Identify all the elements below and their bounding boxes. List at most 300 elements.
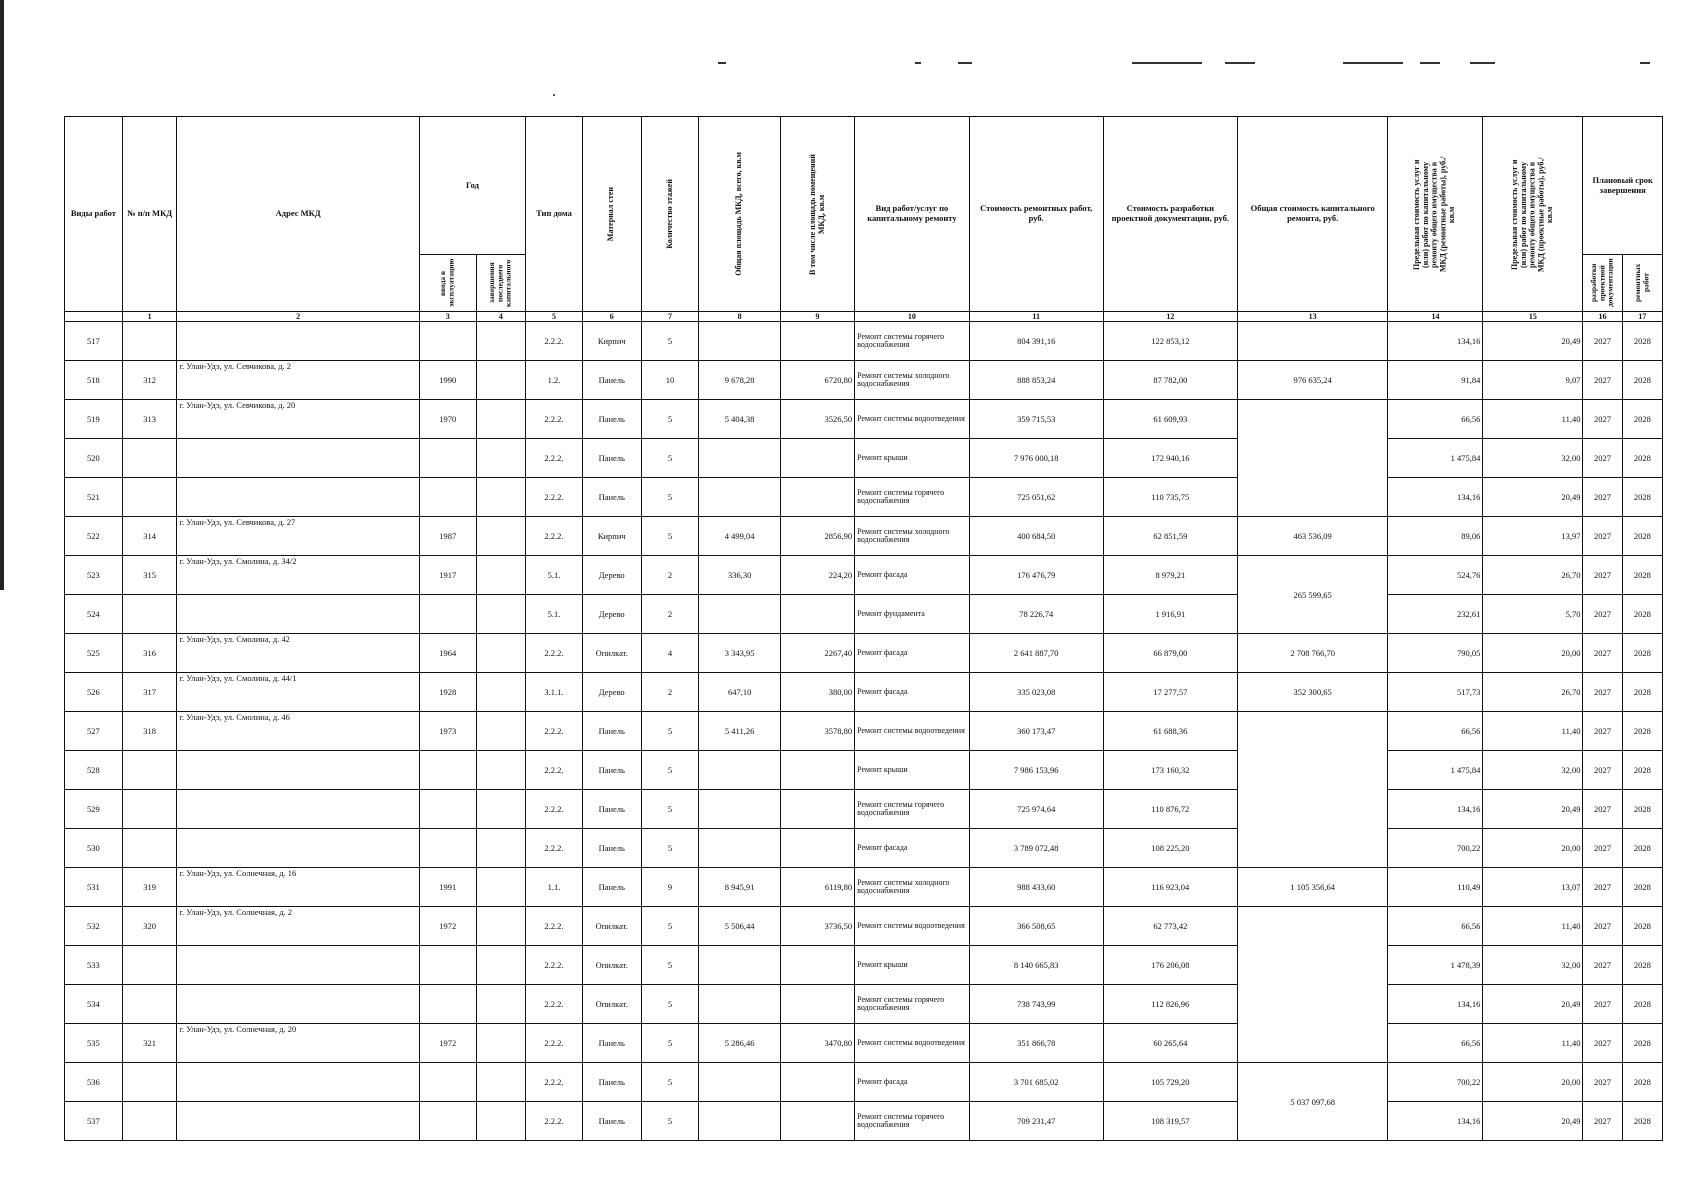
row-total-area	[699, 1102, 780, 1141]
row-design-cost: 62 773,42	[1103, 907, 1237, 946]
col-num: 10	[855, 312, 970, 322]
row-total-cost	[1237, 907, 1388, 1063]
row-house-type: 2.2.2.	[526, 907, 583, 946]
col-num: 7	[641, 312, 699, 322]
row-address: г. Улан-Удэ, ул. Смолина, д. 42	[177, 634, 419, 673]
row-house-type: 2.2.2.	[526, 790, 583, 829]
header-god-remonta: завершения последнего капитального	[476, 255, 526, 312]
header-pred-stoimost-pd: Предельная стоимость услуг и (или) работ по капитальному ремонту общего имущества в МКД (проектные работы), руб./кв.м	[1483, 117, 1583, 312]
row-floors: 10	[641, 361, 699, 400]
row-work-cost: 78 226,74	[969, 595, 1103, 634]
row-vid: 526	[65, 673, 123, 712]
row-floors: 5	[641, 1063, 699, 1102]
row-vid: 522	[65, 517, 123, 556]
row-vid: 534	[65, 985, 123, 1024]
row-limit-work: 1 475,84	[1388, 751, 1483, 790]
row-work-type: Ремонт системы горячего водоснабжения	[855, 985, 970, 1024]
row-year-repair	[476, 790, 526, 829]
table-row	[65, 1024, 1663, 1063]
row-year-design: 2027	[1583, 595, 1622, 634]
row-limit-work: 134,16	[1388, 985, 1483, 1024]
row-year-design: 2027	[1583, 868, 1622, 907]
row-wall-material: Панель	[582, 712, 641, 751]
row-address: г. Улан-Удэ, ул. Севчикова, д. 20	[177, 400, 419, 439]
row-num	[122, 790, 177, 829]
row-num: 321	[122, 1024, 177, 1063]
row-address	[177, 595, 419, 634]
row-house-type: 2.2.2.	[526, 439, 583, 478]
col-num: 6	[582, 312, 641, 322]
row-total-area	[699, 478, 780, 517]
row-year-repair	[476, 517, 526, 556]
row-address	[177, 439, 419, 478]
col-num: 11	[969, 312, 1103, 322]
row-num: 319	[122, 868, 177, 907]
header-obshaya-stoimost: Общая стоимость капитального ремонта, руб.	[1237, 117, 1388, 312]
column-number-row	[65, 312, 1663, 322]
row-year: 1970	[419, 400, 476, 439]
row-year-design: 2027	[1583, 790, 1622, 829]
row-wall-material: Опилкат.	[582, 907, 641, 946]
row-year: 1972	[419, 1024, 476, 1063]
row-work-cost: 8 140 665,83	[969, 946, 1103, 985]
row-limit-work: 134,16	[1388, 322, 1483, 361]
header-ploshad-pomesheniy: В том числе площадь помещений МКД, кв.м	[780, 117, 854, 312]
row-num	[122, 595, 177, 634]
table-row	[65, 673, 1663, 712]
row-premises-area: 6119,80	[780, 868, 854, 907]
row-limit-design: 5,70	[1483, 595, 1583, 634]
row-limit-work: 66,56	[1388, 907, 1483, 946]
row-work-type: Ремонт системы водоотведения	[855, 1024, 970, 1063]
row-vid: 531	[65, 868, 123, 907]
row-year	[419, 1102, 476, 1141]
row-wall-material: Панель	[582, 1024, 641, 1063]
row-address	[177, 1063, 419, 1102]
row-wall-material: Панель	[582, 1063, 641, 1102]
row-year-design: 2027	[1583, 517, 1622, 556]
row-wall-material: Панель	[582, 361, 641, 400]
row-year-design: 2027	[1583, 946, 1622, 985]
row-year-repair	[476, 556, 526, 595]
row-house-type: 2.2.2.	[526, 829, 583, 868]
row-house-type: 2.2.2.	[526, 946, 583, 985]
row-vid: 528	[65, 751, 123, 790]
row-limit-work: 1 475,84	[1388, 439, 1483, 478]
row-wall-material: Панель	[582, 439, 641, 478]
row-year-design: 2027	[1583, 361, 1622, 400]
row-address: г. Улан-Удэ, ул. Солнечная, д. 16	[177, 868, 419, 907]
row-premises-area	[780, 1063, 854, 1102]
row-num	[122, 985, 177, 1024]
row-design-cost: 62 851,59	[1103, 517, 1237, 556]
row-limit-design: 9,07	[1483, 361, 1583, 400]
row-num	[122, 829, 177, 868]
row-total-area	[699, 790, 780, 829]
row-premises-area	[780, 478, 854, 517]
row-total-area	[699, 751, 780, 790]
header-srok: Плановый срок завершения	[1583, 117, 1663, 255]
row-premises-area: 2856,90	[780, 517, 854, 556]
row-address	[177, 829, 419, 868]
row-work-cost: 176 476,79	[969, 556, 1103, 595]
row-year	[419, 478, 476, 517]
row-work-type: Ремонт фасада	[855, 634, 970, 673]
row-design-cost: 61 688,36	[1103, 712, 1237, 751]
row-premises-area: 224,20	[780, 556, 854, 595]
row-limit-work: 134,16	[1388, 478, 1483, 517]
table-body	[65, 322, 1663, 1141]
row-year-work: 2028	[1622, 517, 1662, 556]
header-god: Год	[419, 117, 525, 255]
row-limit-design: 20,49	[1483, 985, 1583, 1024]
row-address	[177, 946, 419, 985]
row-year-work: 2028	[1622, 790, 1662, 829]
row-design-cost: 87 782,00	[1103, 361, 1237, 400]
row-work-type: Ремонт системы водоотведения	[855, 400, 970, 439]
row-year-design: 2027	[1583, 439, 1622, 478]
row-year-work: 2028	[1622, 712, 1662, 751]
row-house-type: 2.2.2.	[526, 322, 583, 361]
row-address	[177, 985, 419, 1024]
row-year-work: 2028	[1622, 946, 1662, 985]
header-srok-rabot: ремонтных работ	[1622, 255, 1662, 312]
row-year-work: 2028	[1622, 556, 1662, 595]
table-row	[65, 868, 1663, 907]
row-num	[122, 478, 177, 517]
row-total-cost: 5 037 097,68	[1237, 1063, 1388, 1141]
row-limit-work: 524,76	[1388, 556, 1483, 595]
row-year	[419, 946, 476, 985]
row-limit-design: 11,40	[1483, 1024, 1583, 1063]
row-floors: 5	[641, 712, 699, 751]
row-year: 1990	[419, 361, 476, 400]
row-num: 317	[122, 673, 177, 712]
row-address	[177, 790, 419, 829]
row-total-area	[699, 439, 780, 478]
row-work-cost: 400 684,50	[969, 517, 1103, 556]
row-premises-area	[780, 985, 854, 1024]
row-floors: 5	[641, 478, 699, 517]
row-design-cost: 108 225,20	[1103, 829, 1237, 868]
row-address: г. Улан-Удэ, ул. Солнечная, д. 20	[177, 1024, 419, 1063]
row-total-cost	[1237, 322, 1388, 361]
row-num	[122, 439, 177, 478]
table-row	[65, 790, 1663, 829]
row-year-design: 2027	[1583, 985, 1622, 1024]
row-year-repair	[476, 595, 526, 634]
row-year-work: 2028	[1622, 868, 1662, 907]
row-year	[419, 1063, 476, 1102]
row-vid: 532	[65, 907, 123, 946]
row-vid: 521	[65, 478, 123, 517]
row-address	[177, 1102, 419, 1141]
row-year-repair	[476, 829, 526, 868]
row-total-area: 8 945,91	[699, 868, 780, 907]
row-limit-design: 20,49	[1483, 1102, 1583, 1141]
row-total-area: 5 506,44	[699, 907, 780, 946]
row-num	[122, 1063, 177, 1102]
row-design-cost: 176 206,08	[1103, 946, 1237, 985]
row-year-work: 2028	[1622, 907, 1662, 946]
row-total-area	[699, 595, 780, 634]
row-total-area: 9 678,28	[699, 361, 780, 400]
row-limit-design: 20,49	[1483, 322, 1583, 361]
row-work-type: Ремонт системы холодного водоснабжения	[855, 868, 970, 907]
row-house-type: 2.2.2.	[526, 751, 583, 790]
row-year-design: 2027	[1583, 829, 1622, 868]
table-row	[65, 712, 1663, 751]
row-design-cost: 122 853,12	[1103, 322, 1237, 361]
row-limit-work: 700,22	[1388, 829, 1483, 868]
header-ploshad-obshaya: Общая площадь МКД, всего, кв.м	[699, 117, 780, 312]
row-year-design: 2027	[1583, 634, 1622, 673]
row-work-type: Ремонт крыши	[855, 439, 970, 478]
table-row	[65, 595, 1663, 634]
row-floors: 2	[641, 595, 699, 634]
row-work-type: Ремонт системы горячего водоснабжения	[855, 322, 970, 361]
row-design-cost: 173 160,32	[1103, 751, 1237, 790]
row-year: 1917	[419, 556, 476, 595]
row-year-design: 2027	[1583, 712, 1622, 751]
table-row	[65, 907, 1663, 946]
row-limit-design: 20,00	[1483, 829, 1583, 868]
row-house-type: 2.2.2.	[526, 517, 583, 556]
row-wall-material: Панель	[582, 478, 641, 517]
row-total-cost: 265 599,65	[1237, 556, 1388, 634]
row-num	[122, 322, 177, 361]
row-work-type: Ремонт системы холодного водоснабжения	[855, 361, 970, 400]
row-work-type: Ремонт крыши	[855, 946, 970, 985]
row-total-area: 336,30	[699, 556, 780, 595]
row-house-type: 3.1.1.	[526, 673, 583, 712]
row-wall-material: Кирпич	[582, 322, 641, 361]
row-premises-area	[780, 751, 854, 790]
row-year-repair	[476, 1102, 526, 1141]
row-year	[419, 322, 476, 361]
row-total-area	[699, 829, 780, 868]
row-total-cost: 976 635,24	[1237, 361, 1388, 400]
row-year: 1972	[419, 907, 476, 946]
row-year-design: 2027	[1583, 1063, 1622, 1102]
table-row	[65, 361, 1663, 400]
col-num: 2	[177, 312, 419, 322]
row-limit-design: 11,40	[1483, 712, 1583, 751]
row-num: 314	[122, 517, 177, 556]
row-limit-design: 20,49	[1483, 790, 1583, 829]
col-num: 12	[1103, 312, 1237, 322]
row-wall-material: Панель	[582, 868, 641, 907]
row-work-cost: 7 976 000,18	[969, 439, 1103, 478]
row-work-cost: 888 853,24	[969, 361, 1103, 400]
row-floors: 5	[641, 946, 699, 985]
row-year-work: 2028	[1622, 361, 1662, 400]
row-work-cost: 366 508,65	[969, 907, 1103, 946]
row-year-design: 2027	[1583, 1102, 1622, 1141]
header-srok-pd: разработки проектной документации	[1583, 255, 1622, 312]
row-house-type: 2.2.2.	[526, 1024, 583, 1063]
row-year-repair	[476, 907, 526, 946]
row-limit-work: 66,56	[1388, 712, 1483, 751]
row-work-cost: 351 866,78	[969, 1024, 1103, 1063]
row-floors: 5	[641, 439, 699, 478]
row-vid: 524	[65, 595, 123, 634]
row-address: г. Улан-Удэ, ул. Солнечная, д. 2	[177, 907, 419, 946]
row-design-cost: 66 879,00	[1103, 634, 1237, 673]
row-work-type: Ремонт фасада	[855, 556, 970, 595]
col-num: 15	[1483, 312, 1583, 322]
row-total-area	[699, 1063, 780, 1102]
row-year-repair	[476, 400, 526, 439]
row-limit-design: 20,00	[1483, 1063, 1583, 1102]
row-total-area	[699, 322, 780, 361]
row-vid: 517	[65, 322, 123, 361]
page-edge	[0, 0, 4, 590]
row-address	[177, 478, 419, 517]
row-vid: 525	[65, 634, 123, 673]
row-year-design: 2027	[1583, 400, 1622, 439]
row-floors: 5	[641, 322, 699, 361]
row-house-type: 5.1.	[526, 595, 583, 634]
row-design-cost: 60 265,64	[1103, 1024, 1237, 1063]
row-wall-material: Опилкат.	[582, 946, 641, 985]
row-year-repair	[476, 673, 526, 712]
row-design-cost: 61 609,93	[1103, 400, 1237, 439]
row-premises-area: 6720,80	[780, 361, 854, 400]
row-year	[419, 595, 476, 634]
table-row	[65, 322, 1663, 361]
row-work-cost: 738 743,99	[969, 985, 1103, 1024]
col-num: 5	[526, 312, 583, 322]
row-total-cost: 352 300,65	[1237, 673, 1388, 712]
header-god-vvoda: ввода в эксплуатацию	[419, 255, 476, 312]
header-vid-rabot-uslug: Вид работ/услуг по капитальному ремонту	[855, 117, 970, 312]
row-house-type: 2.2.2.	[526, 634, 583, 673]
scan-dot	[553, 94, 555, 96]
row-floors: 2	[641, 556, 699, 595]
row-work-type: Ремонт фасада	[855, 829, 970, 868]
row-floors: 5	[641, 751, 699, 790]
row-vid: 520	[65, 439, 123, 478]
header-pred-stoimost-rabot: Предельная стоимость услуг и (или) работ по капитальному ремонту общего имущества в МКД (ремонтные работы), руб./кв.м	[1388, 117, 1483, 312]
row-floors: 2	[641, 673, 699, 712]
col-num: 16	[1583, 312, 1622, 322]
row-floors: 5	[641, 517, 699, 556]
row-num: 318	[122, 712, 177, 751]
row-wall-material: Опилкат.	[582, 985, 641, 1024]
row-total-area: 3 343,95	[699, 634, 780, 673]
row-design-cost: 1 916,91	[1103, 595, 1237, 634]
row-limit-design: 20,49	[1483, 478, 1583, 517]
row-work-type: Ремонт системы водоотведения	[855, 712, 970, 751]
row-limit-design: 32,00	[1483, 439, 1583, 478]
table-row	[65, 634, 1663, 673]
row-premises-area	[780, 946, 854, 985]
row-limit-work: 790,05	[1388, 634, 1483, 673]
row-limit-work: 232,61	[1388, 595, 1483, 634]
row-work-type: Ремонт крыши	[855, 751, 970, 790]
row-work-type: Ремонт системы водоотведения	[855, 907, 970, 946]
row-wall-material: Дерево	[582, 595, 641, 634]
row-floors: 5	[641, 1102, 699, 1141]
row-year	[419, 985, 476, 1024]
row-year-design: 2027	[1583, 322, 1622, 361]
row-year-design: 2027	[1583, 478, 1622, 517]
row-num	[122, 751, 177, 790]
col-num: 1	[122, 312, 177, 322]
row-limit-work: 517,73	[1388, 673, 1483, 712]
row-limit-design: 32,00	[1483, 751, 1583, 790]
header-tip-doma: Тип дома	[526, 117, 583, 312]
row-floors: 4	[641, 634, 699, 673]
row-year-work: 2028	[1622, 1024, 1662, 1063]
row-year: 1973	[419, 712, 476, 751]
row-year-work: 2028	[1622, 1063, 1662, 1102]
row-year-repair	[476, 868, 526, 907]
row-vid: 519	[65, 400, 123, 439]
row-year	[419, 439, 476, 478]
header-nomer-mkd: № п/п МКД	[122, 117, 177, 312]
row-year-repair	[476, 322, 526, 361]
row-design-cost: 110 735,75	[1103, 478, 1237, 517]
row-floors: 5	[641, 1024, 699, 1063]
row-total-area	[699, 985, 780, 1024]
row-total-cost	[1237, 400, 1388, 517]
row-year-design: 2027	[1583, 1024, 1622, 1063]
table-row	[65, 439, 1663, 478]
row-year	[419, 829, 476, 868]
row-year-design: 2027	[1583, 751, 1622, 790]
row-address: г. Улан-Удэ, ул. Севчикова, д. 2	[177, 361, 419, 400]
row-year-design: 2027	[1583, 556, 1622, 595]
row-year	[419, 751, 476, 790]
row-year-work: 2028	[1622, 673, 1662, 712]
row-work-type: Ремонт системы холодного водоснабжения	[855, 517, 970, 556]
row-wall-material: Панель	[582, 400, 641, 439]
header-stoimost-rabot: Стоимость ремонтных работ, руб.	[969, 117, 1103, 312]
row-year: 1991	[419, 868, 476, 907]
row-year-repair	[476, 361, 526, 400]
row-year-work: 2028	[1622, 595, 1662, 634]
row-vid: 529	[65, 790, 123, 829]
table-row	[65, 517, 1663, 556]
row-vid: 530	[65, 829, 123, 868]
row-work-cost: 709 231,47	[969, 1102, 1103, 1141]
table-row	[65, 400, 1663, 439]
col-num: 17	[1622, 312, 1662, 322]
header-vid-rabot: Виды работ	[65, 117, 123, 312]
row-year-repair	[476, 1063, 526, 1102]
row-year-repair	[476, 712, 526, 751]
row-design-cost: 116 923,04	[1103, 868, 1237, 907]
row-year-design: 2027	[1583, 907, 1622, 946]
row-total-area: 4 499,04	[699, 517, 780, 556]
row-limit-design: 26,70	[1483, 556, 1583, 595]
header-adres: Адрес МКД	[177, 117, 419, 312]
row-year-repair	[476, 478, 526, 517]
row-design-cost: 172 940,16	[1103, 439, 1237, 478]
row-year: 1928	[419, 673, 476, 712]
row-work-type: Ремонт системы горячего водоснабжения	[855, 1102, 970, 1141]
scan-artifacts	[700, 62, 1660, 68]
row-work-cost: 804 391,16	[969, 322, 1103, 361]
row-total-area: 5 286,46	[699, 1024, 780, 1063]
row-limit-work: 66,56	[1388, 1024, 1483, 1063]
table-row	[65, 1102, 1663, 1141]
row-year-repair	[476, 1024, 526, 1063]
row-address: г. Улан-Удэ, ул. Смолина, д. 44/1	[177, 673, 419, 712]
row-total-area: 5 404,38	[699, 400, 780, 439]
